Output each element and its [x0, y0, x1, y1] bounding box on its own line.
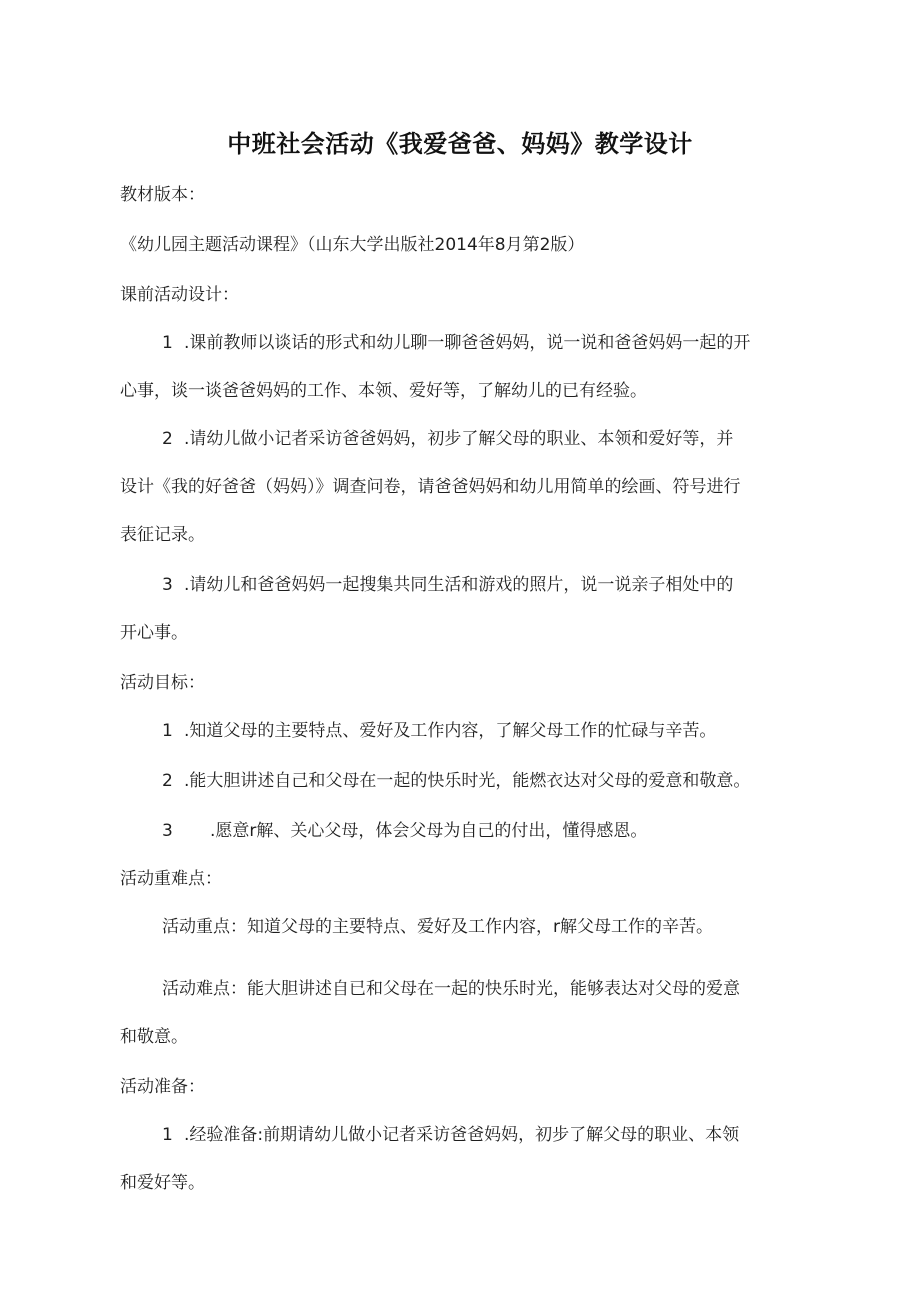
pre-item-2-number: 2: [162, 429, 173, 449]
pre-item-2-line1: 2 .请幼儿做小记者采访爸爸妈妈，初步了解父母的职业、本领和爱好等，并: [162, 426, 733, 452]
pre-item-3-number: 3: [162, 575, 173, 595]
pre-item-2-line2: 设计《我的好爸爸（妈妈）》调查问卷，请爸爸妈妈和幼儿用简单的绘画、符号进行: [120, 477, 741, 497]
prep-item-1-number: 1: [162, 1125, 173, 1145]
goal-item-1: 1 .知道父母的主要特点、爱好及工作内容，了解父母工作的忙碌与辛苦。: [162, 718, 716, 744]
pre-item-2-line3: 表征记录。: [120, 525, 205, 545]
key-point: 活动重点：知道父母的主要特点、爱好及工作内容，r解父母工作的辛苦。: [162, 917, 713, 937]
pre-activity-heading: 课前活动设计：: [120, 285, 239, 305]
prep-item-1-line2: 和爱好等。: [120, 1173, 205, 1193]
pre-item-3-line2: 开心事。: [120, 623, 188, 643]
pre-item-3-line1: 3 .请幼儿和爸爸妈妈一起搜集共同生活和游戏的照片，说一说亲子相处中的: [162, 572, 733, 598]
pre-item-1-line1: 1 .课前教师以谈话的形式和幼儿聊一聊爸爸妈妈，说一说和爸爸妈妈一起的开: [162, 330, 750, 356]
prep-item-1-line1: 1 .经验准备:前期请幼儿做小记者采访爸爸妈妈，初步了解父母的职业、本领: [162, 1122, 739, 1148]
edition-heading: 教材版本：: [120, 185, 205, 205]
edition-text: 《幼儿园主题活动课程》（山东大学出版社2014年8月第2版）: [120, 235, 585, 255]
goal-item-3: 3 .愿意r解、关心父母，体会父母为自己的付出，懂得感恩。: [162, 818, 647, 844]
difficult-point-line2: 和敬意。: [120, 1027, 188, 1047]
goals-heading: 活动目标：: [120, 673, 205, 693]
difficult-point-line1: 活动难点：能大胆讲述自已和父母在一起的快乐时光，能够表达对父母的爱意: [162, 979, 740, 999]
goal-item-2: 2 .能大胆讲述自己和父母在一起的快乐时光，能燃衣达对父母的爱意和敬意。: [162, 768, 750, 794]
goal-item-1-number: 1: [162, 721, 173, 741]
pre-item-1-number: 1: [162, 333, 173, 353]
document-title: 中班社会活动《我爱爸爸、妈妈》教学设计: [227, 130, 693, 158]
goal-item-2-number: 2: [162, 771, 173, 791]
goal-item-3-number: 3: [162, 821, 173, 841]
pre-item-1-line2: 心事，谈一谈爸爸妈妈的工作、本领、爱好等，了解幼儿的已有经验。: [120, 381, 647, 401]
prep-heading: 活动准备：: [120, 1077, 205, 1097]
keypoints-heading: 活动重难点：: [120, 869, 222, 889]
